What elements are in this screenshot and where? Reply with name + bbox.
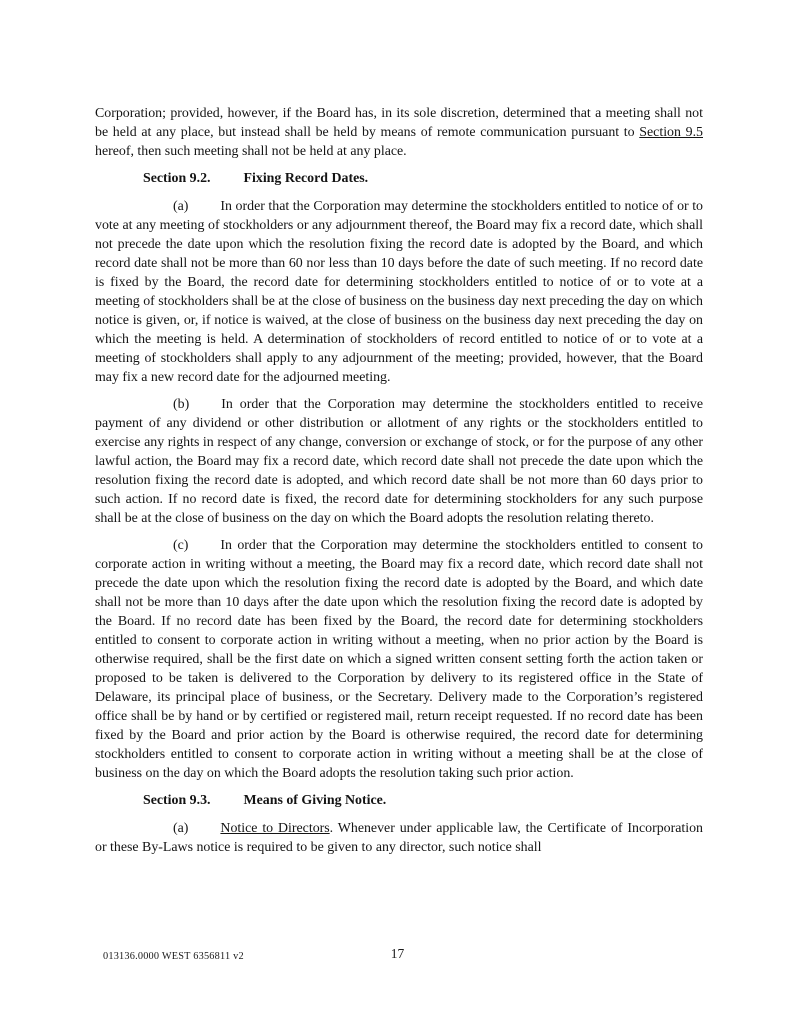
paragraph-9-2-c-text: In order that the Corporation may determine the stockholders entitled to consent to corporate action in writing without a meeting, the Board may fix a record date, which record date shall not precede the date upon which the resolution fixing the record date is adopted by the Board, and which date shall not be more than 10 days after the date upon which the resolution fixing the record date is adopted by the Board. If no record date has been fixed by the Board, the record date for determining stockholders entitled to consent to corporate action in writing without a meeting, when no prior action by the Board is otherwise required, shall be the first date on which a signed written consent setting forth the action taken or proposed to be taken is delivered to the Corporation by delivery to its registered office in the State of Delaware, its principal place of business, or the Secretary. Delivery made to the Corporation’s registered office shall be by hand or by certified or registered mail, return receipt requested. If no record date has been fixed by the Board and prior action by the Board is otherwise required, the record date for determining stockholders entitled to consent to corporate action in writing without a meeting shall be at the close of business on the day on which the Board adopts the resolution taking such prior action. [95, 538, 703, 781]
paragraph-9-2-c-label: (c) [173, 538, 189, 553]
paragraph-9-2-b [95, 395, 703, 528]
paragraph-9-3-a [95, 819, 703, 857]
section-9-3-heading [95, 791, 703, 810]
paragraph-9-2-a [95, 197, 703, 387]
paragraph-9-2-c [95, 536, 703, 783]
section-9-5-cross-reference: Section 9.5 [639, 125, 703, 140]
footer-document-id: 013136.0000 WEST 6356811 v2 [103, 951, 244, 962]
continuation-text-post: hereof, then such meeting shall not be held at any place. [95, 144, 407, 159]
paragraph-9-3-a-text: . Whenever under applicable law, the Certificate of Incorporation or these By-Laws notice is required to be given to any director, such notice shall [95, 821, 703, 855]
paragraph-9-3-a-label: (a) [173, 821, 189, 836]
document-body [95, 104, 703, 865]
notice-to-directors-lead-in: Notice to Directors [220, 821, 330, 836]
paragraph-continuation [95, 104, 703, 161]
section-9-2-title: Fixing Record Dates. [243, 171, 369, 186]
paragraph-9-2-a-text: In order that the Corporation may determine the stockholders entitled to notice of or to vote at any meeting of stockholders or any adjournment thereof, the Board may fix a record date, which shall not precede the date upon which the resolution fixing the record date is adopted by the Board, and which record date shall not be more than 60 nor less than 10 days before the date of such meeting. If no record date is fixed by the Board, the record date for determining stockholders entitled to notice of or to vote at a meeting of stockholders shall be at the close of business on the business day next preceding the day on which notice is given, or, if notice is waived, at the close of business on the business day next preceding the day on which the meeting is held. A determination of stockholders of record entitled to notice of or to vote at a meeting of stockholders shall apply to any adjournment of the meeting; provided, however, that the Board may fix a new record date for the adjourned meeting. [95, 199, 703, 385]
paragraph-9-2-b-label: (b) [173, 397, 190, 412]
continuation-text-pre: Corporation; provided, however, if the Board has, in its sole discretion, determined that a meeting shall not be held at any place, but instead shall be held by means of remote communication pursuant to [95, 106, 703, 140]
section-9-2-number: Section 9.2. [143, 171, 211, 186]
paragraph-9-2-b-text: In order that the Corporation may determine the stockholders entitled to receive payment of any dividend or other distribution or allotment of any rights or the stockholders entitled to exercise any rights in respect of any change, conversion or exchange of stock, or for the purpose of any other lawful action, the Board may fix a record date, which record date shall not precede the date upon which the resolution fixing the record date is adopted, and which record date shall be not more than 60 days prior to such action. If no record date is fixed, the record date for determining stockholders for any such purpose shall be at the close of business on the day on which the Board adopts the resolution relating thereto. [95, 397, 703, 526]
section-9-2-heading [95, 169, 703, 188]
section-9-3-title: Means of Giving Notice. [243, 793, 387, 808]
footer-page-number: 17 [390, 946, 405, 961]
section-9-3-number: Section 9.3. [143, 793, 211, 808]
paragraph-9-2-a-label: (a) [173, 199, 189, 214]
